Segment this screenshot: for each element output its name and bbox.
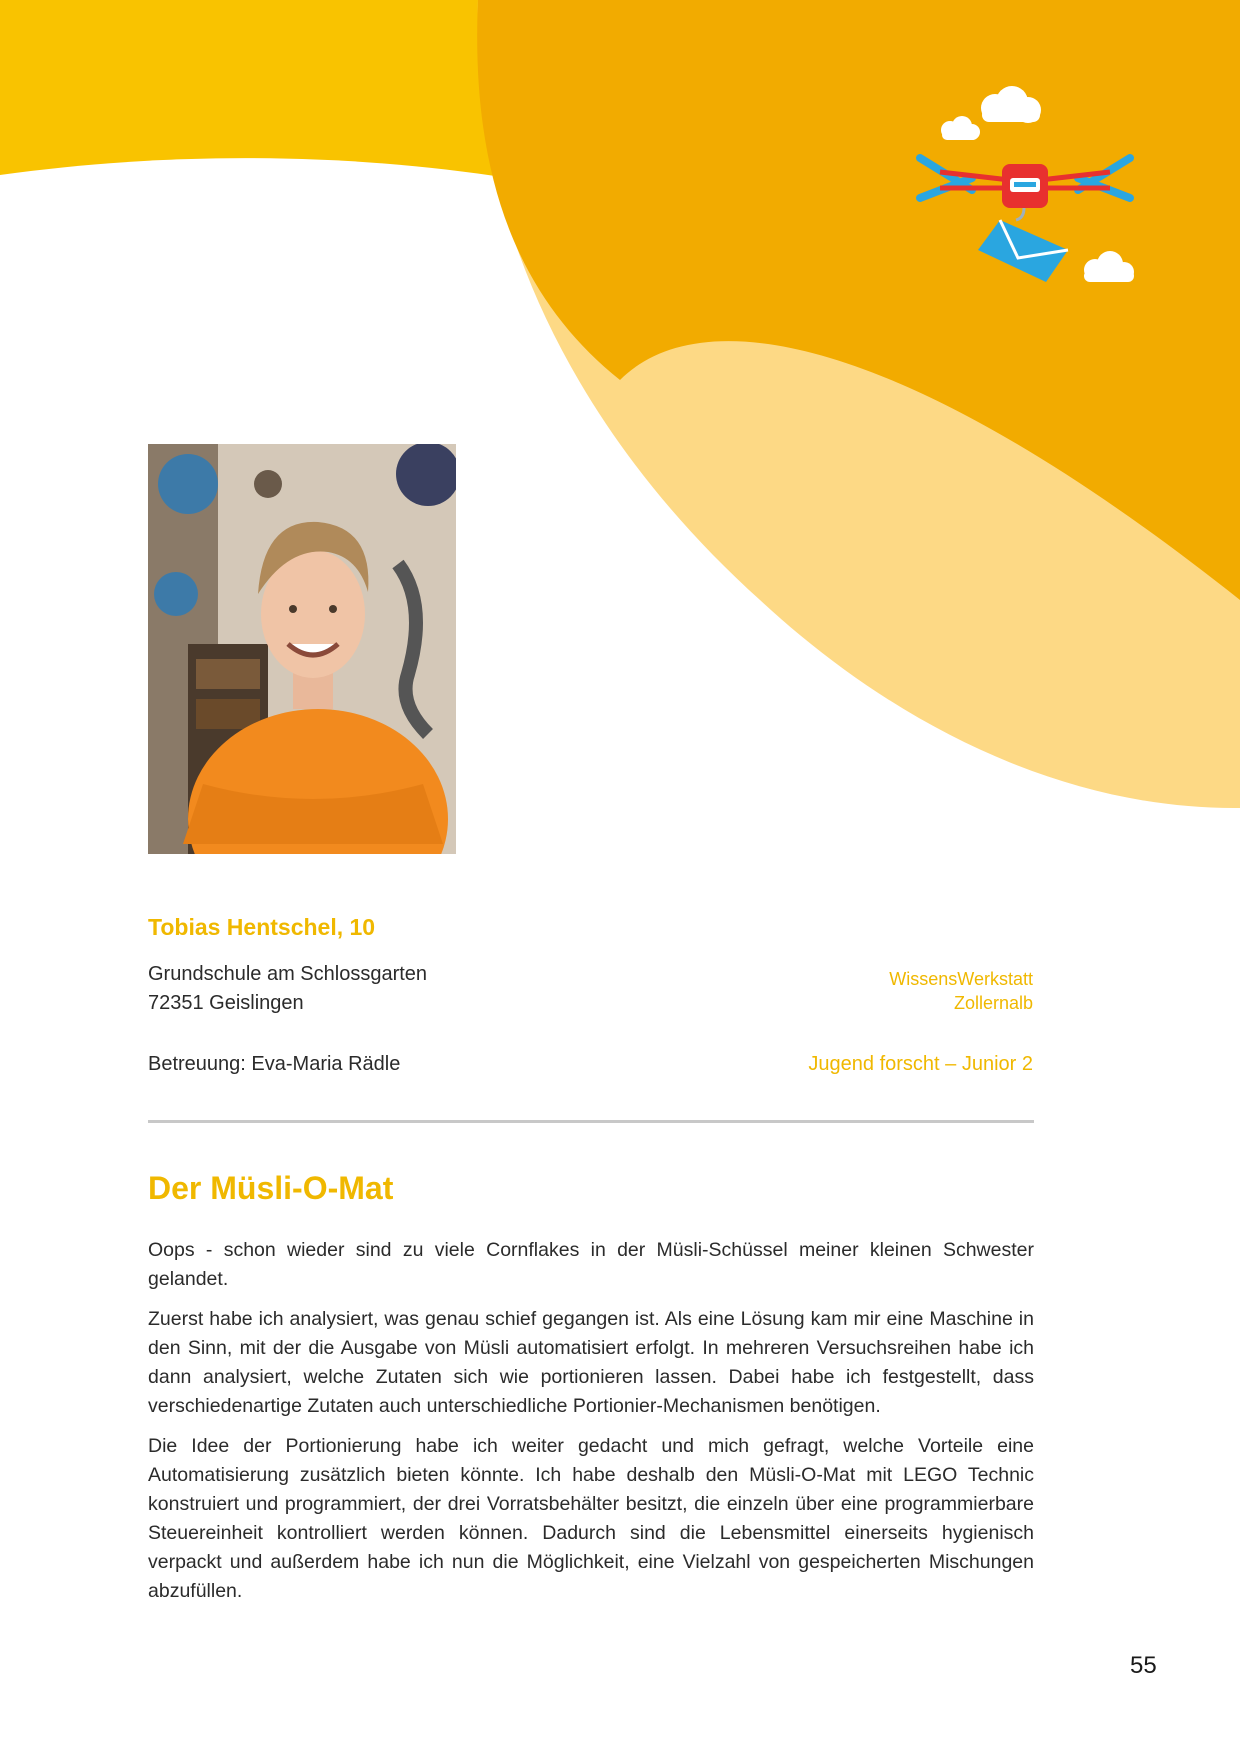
divider [148, 1120, 1034, 1123]
drone-icon [920, 158, 1130, 220]
paragraph: Zuerst habe ich analysiert, was genau schief gegangen ist. Als eine Lösung kam mir eine Maschine in den Sinn, mit der die Ausgabe von Müsli automatisiert erfolgt. In mehreren Versuchsreihen habe ich dann analysiert, welche Zutaten sich wie portionieren lassen. Dabei habe ich festgestellt, dass verschiedenartige Zutaten auch unterschiedliche Portionier-Mechanismen benötigen. [148, 1308, 1034, 1417]
cloud-icon [1084, 251, 1134, 282]
paragraph: Die Idee der Portionierung habe ich weiter gedacht und mich gefragt, welche Vorteile eine Automatisierung zusätzlich bieten könnte. Ich habe deshalb den Müsli-O-Mat mit LEGO Technic konstruiert und programmiert, der drei Vorratsbehälter besitzt, die einzeln über eine programmierbare Steuereinheit kontrolliert werden können. Dadurch sind die Lebensmittel einerseits hygienisch verpackt und außerdem habe ich nun die Möglichkeit, eine Vielzahl von gespeicherten Mischungen abzufüllen. [148, 1435, 1034, 1602]
article-title: Der Müsli-O-Mat [148, 1170, 394, 1206]
portrait-photo [148, 444, 456, 854]
organization-line2: Zollernalb [953, 993, 1033, 1013]
supervisor: Betreuung: Eva-Maria Rädle [148, 1053, 401, 1075]
organization-line1: WissensWerkstatt [889, 969, 1033, 989]
school-city: 72351 Geislingen [148, 992, 304, 1014]
page-number: 55 [1130, 1652, 1157, 1679]
cloud-icon [981, 86, 1041, 123]
competition-category: Jugend forscht – Junior 2 [808, 1053, 1033, 1075]
school-address [148, 960, 427, 1018]
school-name: Grundschule am Schlossgarten [148, 963, 428, 985]
cloud-icon [941, 116, 980, 140]
article-body [148, 1236, 1034, 1617]
paragraph: Oops - schon wieder sind zu viele Cornflakes in der Müsli-Schüssel meiner kleinen Schwester gelandet. [148, 1239, 1034, 1290]
organization [889, 967, 1033, 1015]
drone-illustration [900, 80, 1150, 300]
envelope-icon [978, 220, 1068, 282]
participant-name: Tobias Hentschel, 10 [148, 914, 376, 940]
